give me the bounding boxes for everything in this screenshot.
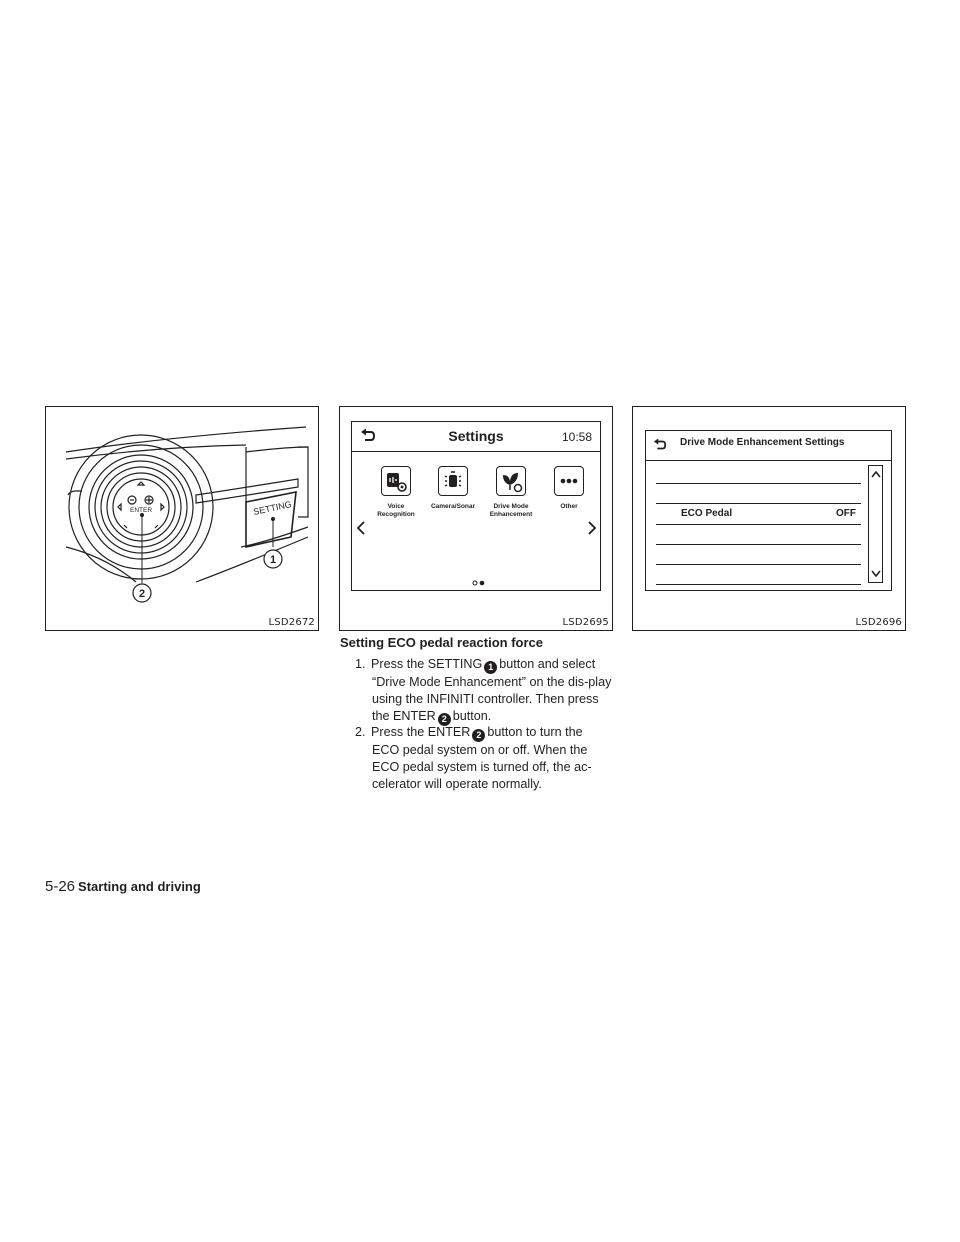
list-divider [656, 483, 861, 484]
screen-header [646, 431, 891, 461]
screen-title: Drive Mode Enhancement Settings [680, 437, 845, 448]
knob-enter-label: ENTER [129, 507, 153, 514]
tile-label-voice-recognition: Voice Recognition [377, 503, 415, 518]
tile-other[interactable] [554, 466, 584, 496]
settings-screen [351, 421, 601, 591]
step-number: 2. [355, 725, 366, 739]
controller-illustration [46, 407, 319, 631]
callout-2-inline: 2 [472, 729, 485, 742]
section-heading: Setting ECO pedal reaction force [340, 635, 543, 650]
step-number: 1. [355, 657, 366, 671]
tile-label-other: Other [560, 503, 578, 510]
step-2: 2. Press the ENTER 2 button to turn the ECO pedal system on or off. When the ECO pedal system is turned off, the ac-celerator will operate normally. [355, 725, 592, 791]
figure-settings-screen [339, 406, 613, 631]
tile-label-drive-mode: Drive Mode Enhancement [489, 503, 533, 518]
more-icon [555, 467, 583, 495]
callout-1-inline: 1 [484, 661, 497, 674]
chevron-down-icon[interactable] [871, 570, 881, 578]
figure-controller [45, 406, 319, 631]
callout-2-inline: 2 [438, 713, 451, 726]
page-indicator-icon [470, 580, 490, 586]
tile-camera-sonar[interactable] [438, 466, 468, 496]
drive-mode-icon [497, 467, 525, 495]
eco-pedal-value[interactable]: OFF [836, 508, 856, 519]
chevron-up-icon[interactable] [871, 470, 881, 478]
eco-pedal-label[interactable]: ECO Pedal [681, 508, 733, 519]
figure-code: LSD2695 [562, 617, 609, 628]
tile-label-camera-sonar: Camera/Sonar [430, 503, 476, 510]
callout-2: 2 [138, 588, 146, 600]
back-arrow-icon[interactable] [653, 438, 667, 452]
clock: 10:58 [561, 430, 592, 444]
figure-code: LSD2696 [855, 617, 902, 628]
page-number: 5-26 [45, 878, 76, 895]
list-divider [656, 564, 861, 565]
tile-drive-mode-enhancement[interactable] [496, 466, 526, 496]
drive-mode-settings-screen [645, 430, 892, 591]
list-divider [656, 503, 861, 504]
page-footer [45, 878, 201, 895]
list-divider [656, 544, 861, 545]
list-divider [656, 524, 861, 525]
figure-drive-mode-screen [632, 406, 906, 631]
voice-settings-icon [382, 467, 410, 495]
screen-title: Settings [448, 428, 504, 444]
figure-code: LSD2672 [268, 617, 315, 628]
tile-voice-recognition[interactable] [381, 466, 411, 496]
list-divider [656, 584, 861, 585]
screen-header [352, 422, 600, 452]
setting-button-label: SETTING [252, 499, 293, 517]
camera-sonar-icon [439, 467, 467, 495]
chevron-left-icon[interactable] [356, 520, 366, 536]
step-1: 1. Press the SETTING 1 button and select “Drive Mode Enhancement” on the dis-play using the INFINITI controller. Then press the ENTER 2 button. [355, 657, 612, 724]
callout-1: 1 [269, 554, 277, 566]
scrollbar[interactable] [868, 465, 883, 583]
chevron-right-icon[interactable] [587, 520, 597, 536]
section-title: Starting and driving [78, 879, 201, 894]
